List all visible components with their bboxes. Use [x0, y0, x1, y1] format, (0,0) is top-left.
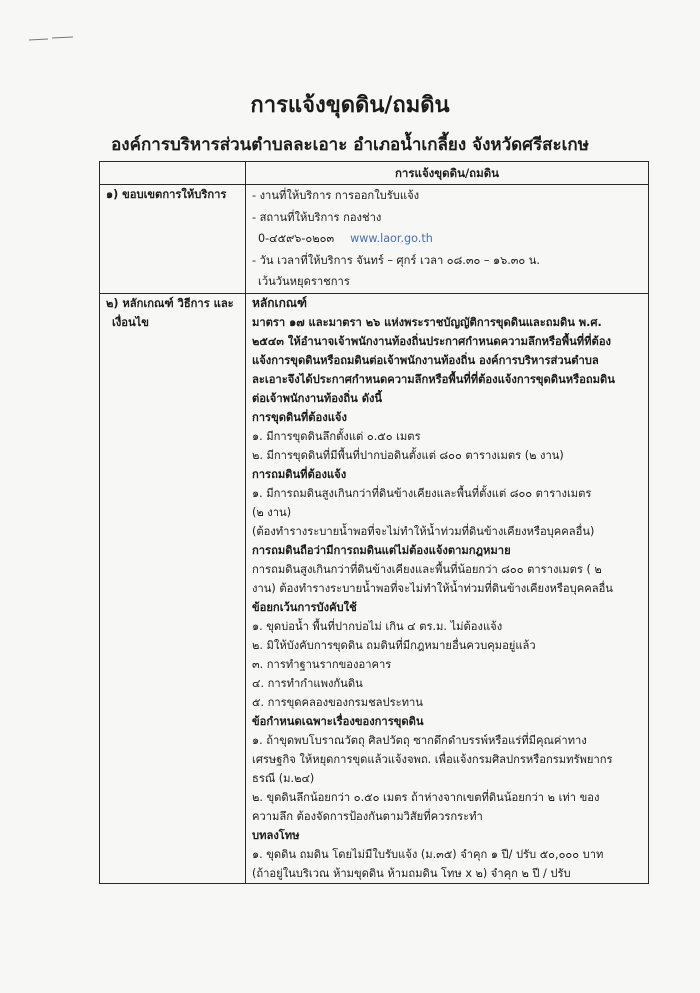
website-link[interactable]: www.laor.go.th — [350, 232, 433, 245]
text-line: ๕. การขุดคลองของกรมชลประทาน — [252, 695, 423, 709]
text-line: ๒๕๔๓ ให้อำนาจเจ้าพนักงานท้องถิ่นประกาศกำหนดความลึกหรือพื้นที่ที่ต้อง — [252, 334, 611, 348]
empty-header-cell — [100, 162, 246, 185]
text-line: ๔. การทำกำแพงกันดิน — [252, 676, 363, 690]
service-hours-line: - วัน เวลาที่ให้บริการ จันทร์ – ศุกร์ เวลา ๐๘.๓๐ – ๑๖.๓๐ น. — [252, 253, 540, 267]
text-line: ๑. ขุดดิน ถมดิน โดยไม่มีใบรับแจ้ง (ม.๓๕) จำคุก ๑ ปี/ ปรับ ๕๐,๐๐๐ บาท — [252, 847, 604, 861]
service-info-table — [99, 161, 649, 884]
subheading-fill-notify: การถมดินที่ต้องแจ้ง — [252, 467, 347, 481]
text-line: มาตรา ๑๗ และมาตรา ๒๖ แห่งพระราชบัญญัติการขุดดินและถมดิน พ.ศ. — [252, 315, 602, 329]
text-line: (๒ งาน) — [252, 505, 292, 519]
row-content-cell — [246, 293, 649, 883]
text-line: ๑. มีการขุดดินลึกตั้งแต่ ๐.๕๐ เมตร — [252, 429, 421, 443]
holiday-note-line: เว้นวันหยุดราชการ — [258, 275, 350, 288]
table-header-row — [100, 162, 649, 185]
column-header: การแจ้งขุดดิน/ถมดิน — [246, 162, 649, 185]
row-label-scope: ๑) ขอบเขตการให้บริการ — [106, 188, 227, 201]
text-line: (ต้องทำรางระบายน้ำพอที่จะไม่ทำให้น้ำท่วมที่ดินข้างเคียงหรือบุคคลอื่น) — [252, 524, 595, 538]
text-line: ละเอาะจึงได้ประกาศกำหนดความลึกหรือพื้นที่ที่ต้องแจ้งการขุดดินหรือถมดิน — [252, 372, 615, 386]
text-line: ความลึก ต้องจัดการป้องกันตามวิสัยที่ควรกระทำ — [252, 809, 483, 823]
row-label-cell — [100, 293, 246, 883]
text-line: แจ้งการขุดดินหรือถมดินต่อเจ้าพนักงานท้องถิ่น องค์การบริหารส่วนตำบล — [252, 353, 599, 367]
text-line: การถมดินสูงเกินกว่าที่ดินข้างเคียงและพื้นที่น้อยกว่า ๘๐๐ ตารางเมตร ( ๒ — [252, 562, 602, 576]
row-label-criteria-cont: เงื่อนไข — [112, 315, 149, 329]
text-line: ๑. ขุดบ่อน้ำ พื้นที่ปากบ่อไม่ เกิน ๔ ตร.ม. ไม่ต้องแจ้ง — [252, 619, 503, 633]
scan-pen-mark — [28, 36, 74, 42]
row-label-cell — [100, 185, 246, 294]
contact-line — [252, 228, 642, 250]
text-line: เศรษฐกิจ ให้หยุดการขุดแล้วแจ้งจพถ. เพื่อแจ้งกรมศิลปกรหรือกรมทรัพยากร — [252, 752, 613, 766]
text-line: ๒. มีการขุดดินที่มีพื้นที่ปากบ่อดินตั้งแต่ ๘๐๐ ตารางเมตร (๒ งาน) — [252, 448, 564, 462]
subheading-dig-specific: ข้อกำหนดเฉพาะเรื่องของการขุดดิน — [252, 714, 424, 728]
phone-number: 0-๔๕๙๖-๐๒๐๓ — [258, 232, 335, 245]
subheading-penalties: บทลงโทษ — [252, 828, 300, 842]
text-line: (ถ้าอยู่ในบริเวณ ห้ามขุดดิน ห้ามถมดิน โทษ x ๒) จำคุก ๒ ปี / ปรับ — [252, 866, 571, 880]
service-type-line: - งานที่ให้บริการ การออกใบรับแจ้ง — [252, 189, 420, 202]
page-title: การแจ้งขุดดิน/ถมดิน — [250, 93, 450, 118]
text-line: ๒. มิให้บังคับการขุดดิน ถมดินที่มีกฎหมายอื่นควบคุมอยู่แล้ว — [252, 638, 536, 652]
row-content-cell — [246, 185, 649, 294]
subheading-dig-notify: การขุดดินที่ต้องแจ้ง — [252, 410, 347, 424]
section-heading-criteria: หลักเกณฑ์ — [252, 295, 307, 310]
text-line: ๒. ขุดดินลึกน้อยกว่า ๐.๕๐ เมตร ถ้าห่างจากเขตที่ดินน้อยกว่า ๒ เท่า ของ — [252, 790, 600, 804]
subheading-exceptions: ข้อยกเว้นการบังคับใช้ — [252, 600, 357, 614]
text-line: ๓. การทำฐานรากของอาคาร — [252, 657, 392, 671]
row-label-criteria: ๒) หลักเกณฑ์ วิธีการ และ — [106, 296, 234, 310]
text-line: ธรณี (ม.๒๔) — [252, 771, 315, 785]
text-line: งาน) ต้องทำรางระบายน้ำพอที่จะไม่ทำให้น้ำท่วมที่ดินข้างเคียงหรือบุคคลอื่น — [252, 581, 613, 595]
text-line: ๑. ถ้าขุดพบโบราณวัตถุ ศิลปวัตถุ ซากดึกดำบรรพ์หรือแร่ที่มีคุณค่าทาง — [252, 733, 587, 747]
service-place-line: - สถานที่ให้บริการ กองช่าง — [252, 210, 382, 224]
table-row-criteria — [100, 293, 649, 883]
text-line: ๑. มีการถมดินสูงเกินกว่าที่ดินข้างเคียงและพื้นที่ตั้งแต่ ๘๐๐ ตารางเมตร — [252, 486, 592, 500]
table-row-scope — [100, 185, 649, 294]
text-line: ต่อเจ้าพนักงานท้องถิ่น ดังนี้ — [252, 391, 383, 405]
subheading-fill-exempt: การถมดินถือว่ามีการถมดินแต่ไม่ต้องแจ้งตามกฎหมาย — [252, 543, 511, 557]
page-subtitle: องค์การบริหารส่วนตำบลละเอาะ อำเภอน้ำเกลี้ยง จังหวัดศรีสะเกษ — [111, 135, 589, 155]
